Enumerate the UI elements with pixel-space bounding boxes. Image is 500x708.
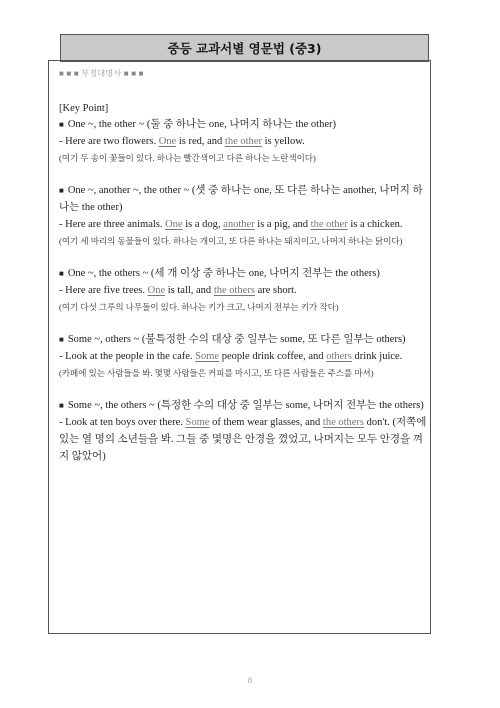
korean-translation: (여기 다섯 그루의 나무들이 있다. 하나는 키가 크고, 나머지 전부는 키가 작다) bbox=[59, 302, 339, 312]
highlight-word: others bbox=[326, 351, 352, 362]
highlight-word: the other bbox=[310, 219, 348, 230]
example-sentence: - Here are three animals. One is a dog, another is a pig, and the other is a chicken. bbox=[59, 219, 403, 230]
bullet-icon: ■ bbox=[59, 186, 64, 195]
korean-translation: (여기 세 마리의 동물들이 있다. 하나는 개이고, 또 다른 하나는 돼지이고, 나머지 하나는 닭이다) bbox=[59, 236, 403, 246]
page-number: 8 bbox=[247, 675, 253, 685]
section-squares-right: ■ ■ ■ bbox=[123, 69, 144, 78]
page-header bbox=[60, 34, 429, 62]
key-point-title: [Key Point] bbox=[59, 103, 109, 114]
highlight-word: Some bbox=[185, 417, 210, 428]
bullet-icon: ■ bbox=[59, 335, 64, 344]
example-sentence: - Look at the people in the cafe. Some people drink coffee, and others drink juice. bbox=[59, 351, 403, 362]
rule-text: ■ Some ~, others ~ (불특정한 수의 대상 중 일부는 some, 또 다른 일부는 others) bbox=[59, 334, 406, 345]
highlight-word: the other bbox=[224, 136, 262, 147]
grammar-point-5 bbox=[59, 397, 427, 465]
grammar-point-1 bbox=[59, 116, 427, 167]
rule-text: ■ One ~, another ~, the other ~ (셋 중 하나는 one, 또 다른 하나는 another, 나머지 하나는 the other) bbox=[59, 185, 423, 213]
highlight-word: Some bbox=[195, 351, 220, 362]
section-label bbox=[59, 68, 427, 79]
highlight-word: One bbox=[158, 136, 177, 147]
korean-translation: (여기 두 송이 꽃들이 있다. 하나는 빨간색이고 다른 하나는 노란색이다) bbox=[59, 153, 316, 163]
highlight-word: One bbox=[165, 219, 183, 230]
highlight-word: the others bbox=[322, 417, 365, 428]
rule-text: ■ One ~, the other ~ (둘 중 하나는 one, 나머지 하나는 the other) bbox=[59, 119, 336, 130]
section-squares: ■ ■ ■ bbox=[59, 69, 79, 78]
bullet-icon: ■ bbox=[59, 120, 64, 129]
highlight-word: another bbox=[223, 219, 255, 230]
page-title: 중등 교과서별 영문법 (중3) bbox=[167, 41, 322, 56]
rule-text: ■ Some ~, the others ~ (특정한 수의 대상 중 일부는 some, 나머지 전부는 the others) bbox=[59, 400, 424, 411]
highlight-word: the others bbox=[213, 285, 255, 296]
bullet-icon: ■ bbox=[59, 269, 64, 278]
example-sentence: - Here are five trees. One is tall, and the others are short. bbox=[59, 285, 297, 296]
korean-translation: (카페에 있는 사람들을 봐. 몇몇 사람들은 커피를 마시고, 또 다른 사람들은 주스를 마셔) bbox=[59, 368, 374, 378]
section-label-text: 부정대명사 bbox=[81, 69, 122, 78]
grammar-point-2 bbox=[59, 182, 427, 250]
rule-text: ■ One ~, the others ~ (세 개 이상 중 하나는 one, 나머지 전부는 the others) bbox=[59, 268, 380, 279]
bullet-icon: ■ bbox=[59, 401, 64, 410]
example-sentence: - Here are two flowers. One is red, and the other is yellow. bbox=[59, 136, 305, 147]
highlight-word: One bbox=[147, 285, 166, 296]
grammar-point-3 bbox=[59, 265, 427, 316]
example-sentence: - Look at ten boys over there. Some of them wear glasses, and the others don't. (저쪽에 있는 열 명의 소년들을 봐. 그들 중 몇명은 안경을 꼈었고, 나머지는 모두 안경을 껴지 않았어) bbox=[59, 417, 427, 462]
grammar-point-4 bbox=[59, 331, 427, 382]
content-area bbox=[59, 68, 427, 480]
